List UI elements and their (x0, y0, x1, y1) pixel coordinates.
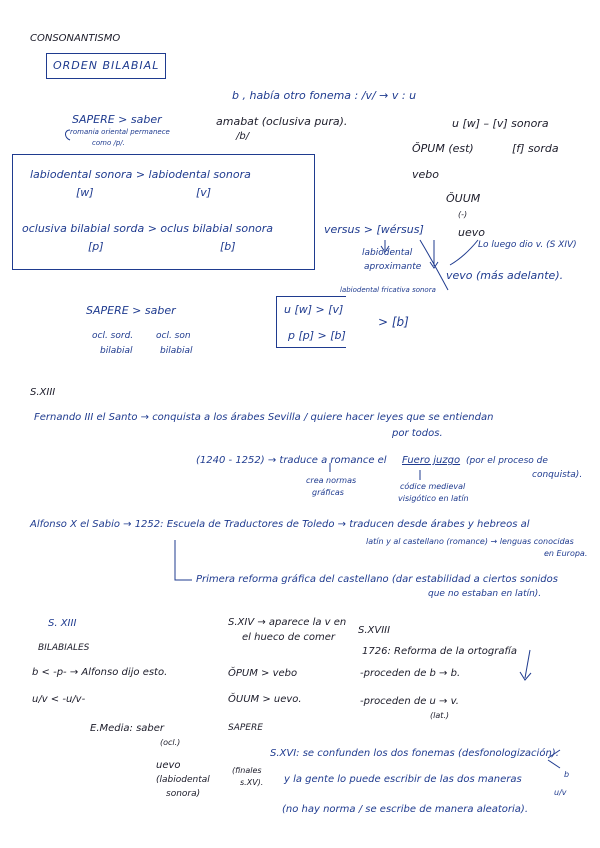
uevo-bottom-3: sonora) (166, 789, 201, 799)
bracket-bottom (276, 347, 346, 348)
vebo: vebo (412, 168, 439, 181)
amabat: amabat (oclusiva pura). (216, 115, 348, 128)
romance-note-1: romania oriental permanece (70, 128, 170, 136)
finales-2: s.XV). (240, 778, 264, 787)
uevo: uevo (458, 226, 485, 239)
opum-vebo: ŎPUM > vebo (228, 668, 298, 679)
box1-row2-ipa1: [p] (88, 240, 104, 253)
alfonso-line-2: latín y al castellano (romance) → lenguas conocidas (366, 537, 574, 546)
proceden-u: -proceden de u → v. (360, 696, 459, 707)
fernando-line: Fernando III el Santo → conquista a los árabes Sevilla / quiere hacer leyes que se entiendan (34, 412, 494, 423)
labiodental-1: labiodental (362, 248, 413, 258)
connector-line (175, 540, 192, 580)
versus-line: versus > [wérsus] (324, 223, 424, 236)
box1-row1-ipa1: [w] (76, 186, 94, 199)
sxvi-1: S.XVI: se confunden los dos fonemas (desfonologización). (270, 748, 559, 759)
primera-reforma: Primera reforma gráfica del castellano (dar estabilidad a ciertos sonidos (196, 574, 558, 585)
conquista-note: conquista). (532, 470, 583, 480)
box1-row1: labiodental sonora > labiodental sonora (30, 168, 251, 181)
section-title: ORDEN BILABIAL (53, 59, 160, 72)
sxviii-heading: S.XVIII (358, 625, 391, 636)
sapere-saber: SAPERE > saber (72, 113, 162, 126)
sapere-bottom: SAPERE (228, 723, 263, 733)
proceden-b: -proceden de b → b. (360, 668, 461, 679)
codice-2: visigótico en latín (398, 494, 469, 503)
uv-rule: u/v < -u/v- (32, 694, 86, 705)
sxvi-b: b (564, 770, 570, 779)
bracket-left (276, 296, 277, 348)
sxvi-2: y la gente lo puede escribir de las dos maneras (284, 774, 522, 785)
sxiii-heading: S.XIII (30, 387, 56, 398)
box1-row2-ipa2: [b] (220, 240, 236, 253)
vevo-note: vevo (más adelante). (446, 269, 564, 282)
sapere-saber-2: SAPERE > saber (86, 304, 176, 317)
fricativa-note: labiodental fricativa sonora (340, 286, 436, 294)
dates-line: (1240 - 1252) → traduce a romance el (196, 455, 387, 466)
romance-note-2: como /p/. (92, 139, 125, 147)
finales-1: (finales (232, 766, 262, 775)
ouum-uevo: ŎUUM > uevo. (228, 694, 302, 705)
emedia-saber: E.Media: saber (90, 723, 165, 734)
ocl-sord-2: bilabial (100, 346, 133, 356)
crea-normas-2: gráficas (312, 488, 344, 497)
lat-note: (lat.) (430, 711, 450, 720)
crea-normas-1: crea normas (306, 476, 357, 485)
fuero-juzgo: Fuero juzgo (402, 455, 461, 466)
phoneme-note: b , había otro fonema : /v/ → v : u (232, 89, 417, 102)
ocl-note: (ocl.) (160, 738, 181, 747)
ouum: ŎUUM (446, 192, 481, 205)
mid-box-result: > [b] (378, 315, 409, 329)
page-title: CONSONANTISMO (30, 33, 121, 44)
bracket-top (276, 296, 346, 297)
ocl-son-2: bilabial (160, 346, 193, 356)
dash-note: (-) (458, 210, 468, 219)
sxiv-2: el hueco de comer (242, 632, 336, 643)
primera-reforma-2: que no estaban en latín). (428, 589, 542, 599)
proceso-note: (por el proceso de (466, 456, 548, 466)
mid-box-row2: p [p] > [b] (288, 329, 346, 342)
uevo-bottom-1: uevo (156, 760, 181, 771)
sxvi-uv: u/v (554, 788, 567, 797)
sxiv-1: S.XIV → aparece la v en (228, 617, 347, 628)
ocl-sord-1: ocl. sord. (92, 331, 134, 341)
b-rule: b < -p- → Alfonso dijo esto. (32, 667, 168, 678)
uevo-bottom-2: (labiodental (156, 775, 210, 785)
labiodental-2: aproximante (364, 262, 422, 272)
mid-box-row1: u [w] > [v] (284, 303, 344, 316)
bottom-sxiii-heading: S. XIII (48, 618, 77, 629)
bilabiales-heading: BILABIALES (38, 643, 90, 653)
luego-note: Lo luego dio v. (S XIV) (478, 240, 577, 250)
b-phoneme: /b/ (236, 131, 250, 142)
sounds-line: u [w] – [v] sonora (452, 117, 549, 130)
codice-1: códice medieval (400, 482, 466, 491)
sxvi-3: (no hay norma / se escribe de manera aleatoria). (282, 804, 529, 815)
alfonso-line: Alfonso X el Sabio → 1252: Escuela de Traductores de Toledo → traducen desde árabes y hebreos al (30, 519, 530, 530)
box1-row2: oclusiva bilabial sorda > oclus bilabial sonora (22, 222, 274, 235)
ocl-son-1: ocl. son (156, 331, 191, 341)
fernando-line-2: por todos. (392, 428, 443, 439)
reforma-1726: 1726: Reforma de la ortografía (362, 646, 517, 657)
box1-row1-ipa2: [v] (196, 186, 212, 199)
alfonso-line-3: en Europa. (544, 549, 588, 558)
opum-est: ŎPUM (est) (412, 142, 474, 155)
f-sorda: [f] sorda (512, 142, 559, 155)
